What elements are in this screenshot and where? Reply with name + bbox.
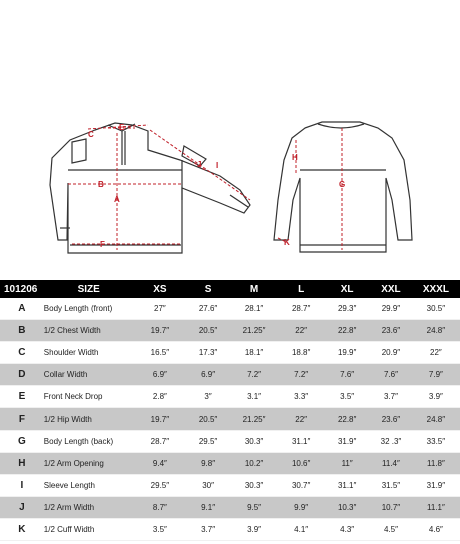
measurement-value: 31.1″	[324, 474, 370, 496]
measurement-value: 3.3″	[278, 386, 324, 408]
style-number: 101206	[0, 280, 44, 298]
measurement-value: 30″	[186, 474, 230, 496]
measurement-code: K	[0, 518, 44, 540]
measurement-value: 16.5″	[134, 342, 187, 364]
measurement-value: 11.4″	[370, 452, 412, 474]
measurement-name: Body Length (front)	[44, 298, 134, 320]
measurement-value: 23.6″	[370, 408, 412, 430]
measurement-value: 3.5″	[134, 518, 187, 540]
size-xxl-header: XXL	[370, 280, 412, 298]
table-row	[0, 518, 460, 540]
measurement-value: 33.5″	[412, 430, 460, 452]
measurement-value: 11.1″	[412, 496, 460, 518]
measurement-value: 2.8″	[134, 386, 187, 408]
measurement-value: 7.9″	[412, 364, 460, 386]
measurement-value: 31.1″	[278, 430, 324, 452]
table-row	[0, 386, 460, 408]
measurement-value: 20.5″	[186, 320, 230, 342]
table-row	[0, 408, 460, 430]
measurement-code: C	[0, 342, 44, 364]
label-b: B	[98, 180, 104, 189]
table-row	[0, 364, 460, 386]
measurement-code: G	[0, 430, 44, 452]
table-body	[0, 298, 460, 541]
measurement-code: A	[0, 298, 44, 320]
measurement-value: 11.8″	[412, 452, 460, 474]
measurement-value: 22.8″	[324, 408, 370, 430]
measurement-value: 9.4″	[134, 452, 187, 474]
measurement-value: 3.7″	[370, 386, 412, 408]
measurement-value: 4.6″	[412, 518, 460, 540]
measurement-value: 21.25″	[230, 408, 278, 430]
measurement-value: 30.3″	[230, 430, 278, 452]
measurement-value: 27″	[134, 298, 187, 320]
size-l-header: L	[278, 280, 324, 298]
front-shirt-outline	[50, 123, 250, 253]
size-chart-table	[0, 280, 460, 541]
size-m-header: M	[230, 280, 278, 298]
measurement-code: H	[0, 452, 44, 474]
measurement-value: 7.6″	[370, 364, 412, 386]
measurement-value: 31.5″	[370, 474, 412, 496]
measurement-value: 28.7″	[134, 430, 187, 452]
measurement-value: 24.8″	[412, 408, 460, 430]
measurement-value: 3.1″	[230, 386, 278, 408]
table-row	[0, 474, 460, 496]
measurement-value: 22″	[278, 320, 324, 342]
measurement-value: 22″	[412, 342, 460, 364]
measurement-value: 27.6″	[186, 298, 230, 320]
measurement-value: 31.9″	[412, 474, 460, 496]
table-row	[0, 496, 460, 518]
measurement-value: 19.7″	[134, 408, 187, 430]
measurement-value: 28.7″	[278, 298, 324, 320]
measurement-value: 18.8″	[278, 342, 324, 364]
table-header-row	[0, 280, 460, 298]
measurement-value: 7.2″	[230, 364, 278, 386]
measurement-value: 6.9″	[186, 364, 230, 386]
measurement-code: D	[0, 364, 44, 386]
measurement-value: 19.9″	[324, 342, 370, 364]
measurement-value: 24.8″	[412, 320, 460, 342]
measurement-code: B	[0, 320, 44, 342]
measurement-value: 3.9″	[230, 518, 278, 540]
measurement-code: E	[0, 386, 44, 408]
measurement-value: 4.3″	[324, 518, 370, 540]
table-row	[0, 342, 460, 364]
measurement-name: Body Length (back)	[44, 430, 134, 452]
label-j: J	[197, 160, 202, 169]
measurement-value: 23.6″	[370, 320, 412, 342]
measurement-value: 18.1″	[230, 342, 278, 364]
measurement-value: 10.2″	[230, 452, 278, 474]
measurement-name: Front Neck Drop	[44, 386, 134, 408]
measurement-value: 9.8″	[186, 452, 230, 474]
label-g: G	[339, 180, 346, 189]
table-row	[0, 298, 460, 320]
measurement-value: 9.5″	[230, 496, 278, 518]
measurement-value: 3.7″	[186, 518, 230, 540]
measurement-value: 9.9″	[278, 496, 324, 518]
measurement-value: 22″	[278, 408, 324, 430]
measurement-value: 22.8″	[324, 320, 370, 342]
measurement-value: 28.1″	[230, 298, 278, 320]
measurement-name: Shoulder Width	[44, 342, 134, 364]
measurement-value: 21.25″	[230, 320, 278, 342]
measurement-value: 20.9″	[370, 342, 412, 364]
label-a: A	[114, 195, 120, 204]
measurement-value: 8.7″	[134, 496, 187, 518]
measurement-code: F	[0, 408, 44, 430]
measurement-value: 6.9″	[134, 364, 187, 386]
label-h: H	[292, 153, 298, 162]
measurement-value: 9.1″	[186, 496, 230, 518]
measurement-value: 3″	[186, 386, 230, 408]
label-e: E	[119, 123, 125, 132]
measurement-value: 30.7″	[278, 474, 324, 496]
size-xs-header: XS	[134, 280, 187, 298]
measurement-name: Collar Width	[44, 364, 134, 386]
label-c: C	[88, 130, 94, 139]
measurement-value: 30.3″	[230, 474, 278, 496]
measurement-value: 31.9″	[324, 430, 370, 452]
measurement-name: 1/2 Chest Width	[44, 320, 134, 342]
measurement-value: 29.5″	[186, 430, 230, 452]
measurement-value: 30.5″	[412, 298, 460, 320]
measurement-value: 7.6″	[324, 364, 370, 386]
size-header: SIZE	[44, 280, 134, 298]
measurement-value: 29.9″	[370, 298, 412, 320]
measurement-value: 32 .3″	[370, 430, 412, 452]
size-xl-header: XL	[324, 280, 370, 298]
measurement-value: 7.2″	[278, 364, 324, 386]
measurement-value: 29.5″	[134, 474, 187, 496]
measurement-name: 1/2 Cuff Width	[44, 518, 134, 540]
measurement-code: J	[0, 496, 44, 518]
size-s-header: S	[186, 280, 230, 298]
table-row	[0, 430, 460, 452]
measurement-name: Sleeve Length	[44, 474, 134, 496]
label-f: F	[100, 240, 105, 249]
measurement-value: 3.9″	[412, 386, 460, 408]
measurement-value: 4.5″	[370, 518, 412, 540]
measurement-value: 10.3″	[324, 496, 370, 518]
table-row	[0, 452, 460, 474]
measurement-value: 20.5″	[186, 408, 230, 430]
label-k: K	[284, 238, 290, 247]
measurement-value: 17.3″	[186, 342, 230, 364]
size-xxxl-header: XXXL	[412, 280, 460, 298]
measurement-value: 10.6″	[278, 452, 324, 474]
measurement-value: 4.1″	[278, 518, 324, 540]
measurement-value: 3.5″	[324, 386, 370, 408]
measurement-value: 29.3″	[324, 298, 370, 320]
table-row	[0, 320, 460, 342]
measurement-value: 19.7″	[134, 320, 187, 342]
measurement-name: 1/2 Arm Opening	[44, 452, 134, 474]
measurement-name: 1/2 Hip Width	[44, 408, 134, 430]
measurement-value: 10.7″	[370, 496, 412, 518]
measurement-value: 11″	[324, 452, 370, 474]
label-i: I	[216, 161, 219, 170]
measurement-name: 1/2 Arm Width	[44, 496, 134, 518]
measurement-code: I	[0, 474, 44, 496]
